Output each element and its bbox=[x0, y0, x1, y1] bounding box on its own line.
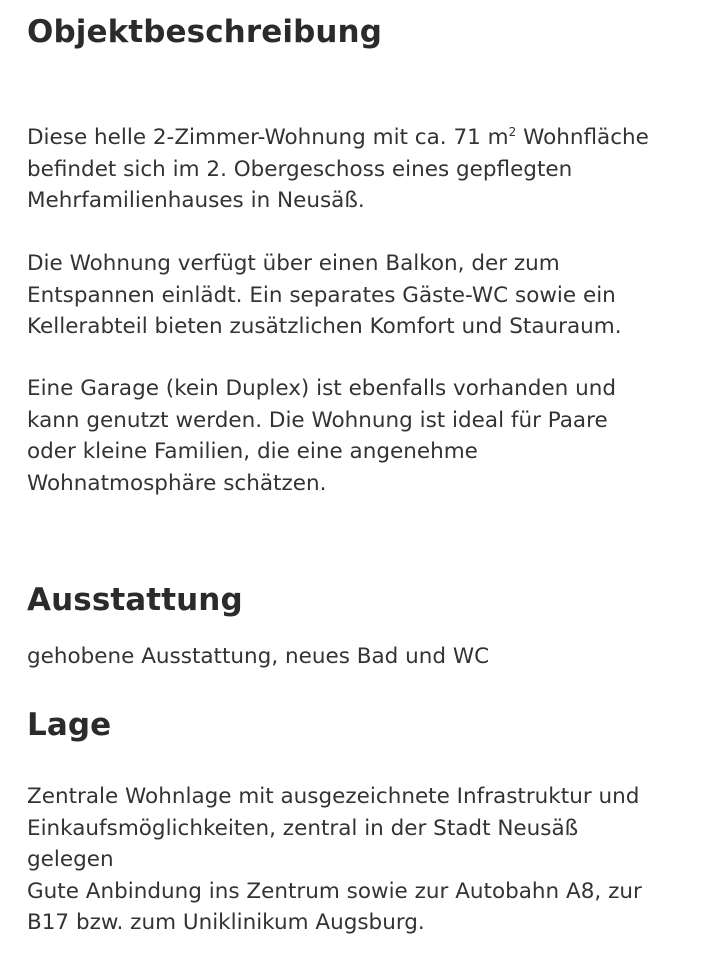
section-title-ausstattung: Ausstattung bbox=[27, 582, 243, 618]
section-title-objektbeschreibung: Objektbeschreibung bbox=[27, 14, 383, 50]
lage-text bbox=[27, 781, 642, 939]
text-line: gehobene Ausstattung, neues Bad und WC bbox=[27, 644, 490, 669]
text-line: Kellerabteil bieten zusätzlichen Komfort und Stauraum. bbox=[27, 314, 622, 339]
text-line: B17 bzw. zum Uniklinikum Augsburg. bbox=[27, 910, 425, 935]
text-line: Zentrale Wohnlage mit ausgezeichnete Infrastruktur und bbox=[27, 784, 640, 809]
text-line: Entspannen einlädt. Ein separates Gäste-WC sowie ein bbox=[27, 282, 616, 308]
text-line bbox=[27, 122, 649, 154]
text-line: Mehrfamilienhauses in Neusäß. bbox=[27, 188, 365, 213]
description-paragraph-3 bbox=[27, 373, 616, 499]
text-fragment: Diese helle 2-Zimmer-Wohnung mit ca. 71 m bbox=[27, 125, 509, 150]
ausstattung-text bbox=[27, 641, 489, 673]
text-line: Eine Garage (kein Duplex) ist ebenfalls vorhanden und bbox=[27, 376, 617, 401]
text-line: kann genutzt werden. Die Wohnung ist ideal für Paare bbox=[27, 407, 608, 433]
text-line: befindet sich im 2. Obergeschoss eines gepflegten bbox=[27, 156, 573, 182]
superscript-2: 2 bbox=[508, 124, 517, 139]
text-line: gelegen bbox=[27, 847, 114, 872]
text-line: oder kleine Familien, die eine angenehme bbox=[27, 439, 478, 464]
text-fragment: Wohnfläche bbox=[516, 125, 649, 150]
text-line: Wohnatmosphäre schätzen. bbox=[27, 470, 327, 496]
text-line: Einkaufsmöglichkeiten, zentral in der Stadt Neusäß bbox=[27, 815, 579, 841]
description-paragraph-1 bbox=[27, 122, 649, 217]
text-line: Die Wohnung verfügt über einen Balkon, der zum bbox=[27, 251, 560, 276]
section-title-lage: Lage bbox=[27, 707, 112, 743]
text-line: Gute Anbindung ins Zentrum sowie zur Autobahn A8, zur bbox=[27, 878, 642, 904]
description-paragraph-2 bbox=[27, 248, 622, 343]
